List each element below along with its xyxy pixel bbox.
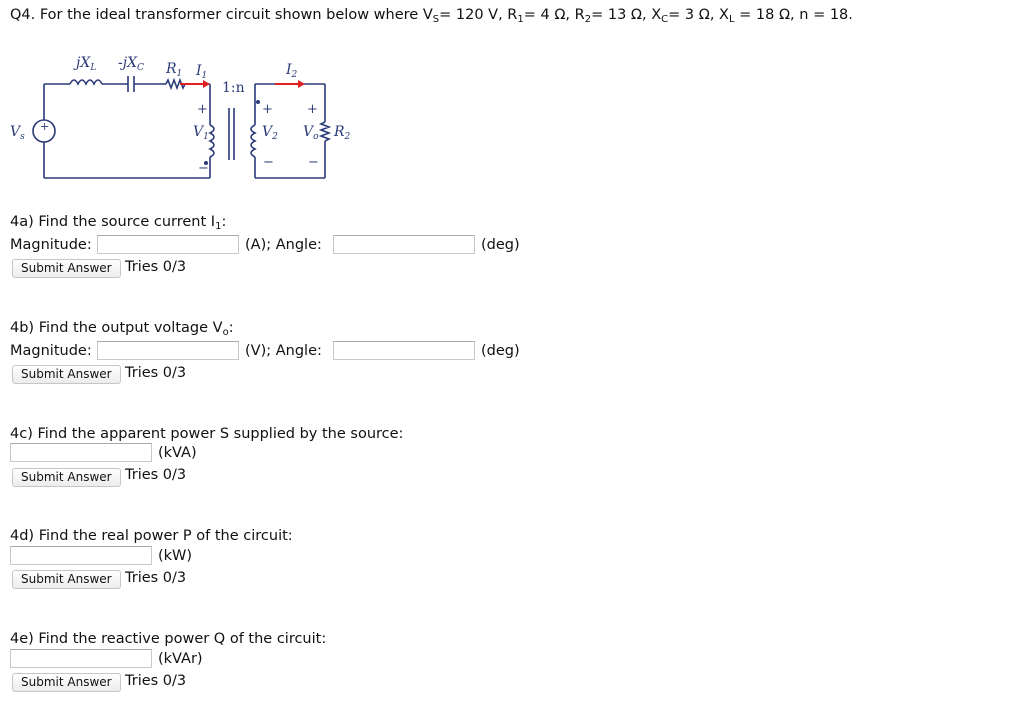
q4a-submit-button[interactable]: Submit Answer	[12, 259, 121, 278]
q4b-prompt: 4b) Find the output voltage $V_o$:	[10, 320, 234, 338]
q4a-angle-unit: (deg)	[481, 237, 520, 253]
q4b-submit-button[interactable]: Submit Answer	[12, 365, 121, 384]
q4a-unit-angle-label: (A); Angle:	[245, 237, 322, 253]
q4c-tries: Tries 0/3	[125, 467, 187, 483]
inductor-symbol	[70, 80, 102, 84]
q4d-tries: Tries 0/3	[125, 570, 187, 586]
q4e-tries: Tries 0/3	[125, 673, 187, 689]
q4a-magnitude-input[interactable]	[97, 235, 239, 254]
vo-plus: +	[307, 102, 318, 117]
label-v1: $V_1$	[193, 124, 209, 142]
q4e-input[interactable]	[10, 649, 152, 668]
v2-minus: −	[263, 155, 274, 170]
label-i2: $I_2$	[286, 62, 298, 80]
q4d-input[interactable]	[10, 546, 152, 565]
label-jxl: $jX_L$	[76, 55, 97, 73]
q4c-submit-button[interactable]: Submit Answer	[12, 468, 121, 487]
label-r1: $R_1$	[166, 61, 183, 79]
i1-arrow-head-icon	[203, 80, 210, 88]
q4b-unit-angle-label: (V); Angle:	[245, 343, 322, 359]
transformer-circuit-diagram	[0, 40, 360, 190]
q4b-angle-unit: (deg)	[481, 343, 520, 359]
q4b-tries: Tries 0/3	[125, 365, 187, 381]
secondary-dot	[256, 100, 260, 104]
q4e-prompt: 4e) Find the reactive power Q of the circuit:	[10, 631, 327, 647]
q4c-unit: (kVA)	[158, 445, 197, 461]
q4b-magnitude-label: Magnitude:	[10, 343, 92, 359]
v1-minus: −	[198, 161, 209, 176]
question-title: Q4. For the ideal transformer circuit shown below where $V_S= 120$ V, $R_1= 4$ Ω, $R_2= 13$ Ω, $X_C= 3$ Ω, $X_L = 18$ Ω, n = 18.	[10, 7, 853, 25]
q4b-magnitude-input[interactable]	[97, 341, 239, 360]
q4c-prompt: 4c) Find the apparent power S supplied by the source:	[10, 426, 404, 442]
source-plus-sign: +	[40, 120, 50, 133]
label-turns-ratio: 1:n	[222, 80, 245, 96]
v1-plus: +	[197, 102, 208, 117]
i2-arrow-head-icon	[298, 80, 305, 88]
label-vo: $V_o$	[303, 124, 319, 142]
label-jxc: $-jX_C$	[118, 55, 144, 73]
label-v2: $V_2$	[262, 124, 278, 142]
q4a-magnitude-label: Magnitude:	[10, 237, 92, 253]
secondary-coil	[251, 125, 255, 157]
resistor-r2-symbol	[321, 122, 329, 141]
q4a-tries: Tries 0/3	[125, 259, 187, 275]
vo-minus: −	[308, 155, 319, 170]
q4d-unit: (kW)	[158, 548, 193, 564]
q4d-prompt: 4d) Find the real power P of the circuit:	[10, 528, 293, 544]
q4a-angle-input[interactable]	[333, 235, 475, 254]
v2-plus: +	[262, 102, 273, 117]
label-r2: $R_2$	[334, 124, 351, 142]
q4e-unit: (kVAr)	[158, 651, 203, 667]
q4e-submit-button[interactable]: Submit Answer	[12, 673, 121, 692]
q4b-angle-input[interactable]	[333, 341, 475, 360]
primary-coil	[210, 125, 214, 157]
label-vs: $V_s$	[10, 124, 25, 142]
label-i1: $I_1$	[196, 63, 208, 81]
q4c-input[interactable]	[10, 443, 152, 462]
q4a-prompt: 4a) Find the source current $I_1$:	[10, 214, 227, 232]
q4d-submit-button[interactable]: Submit Answer	[12, 570, 121, 589]
